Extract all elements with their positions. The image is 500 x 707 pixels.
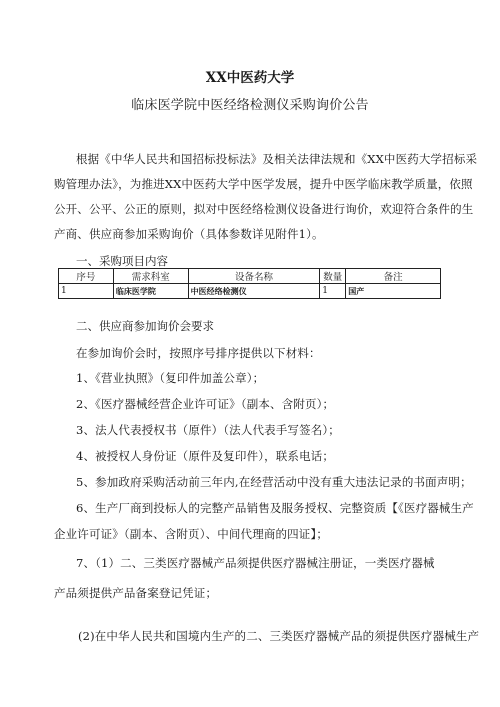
table-header: 备注 [346, 269, 441, 284]
section-2-intro: 在参加询价会时，按照序号排序提供以下材料： [76, 346, 321, 360]
procurement-table [58, 268, 441, 299]
document-subtitle: 临床医学院中医经络检测仪采购询价公告 [131, 98, 369, 113]
table-cell: 中医经络检测仪 [188, 284, 320, 299]
table-header: 数量 [320, 269, 346, 284]
table-header-row [59, 269, 441, 284]
table-header: 序号 [59, 269, 114, 284]
list-item: 7、（1）二、三类医疗器械产品须提供医疗器械注册证，一类医疗器械 [76, 556, 435, 570]
list-item: 2、《医疗器械经营企业许可证》（副本、含附页）； [76, 397, 335, 411]
table-cell: 1 [59, 284, 114, 299]
intro-line-2: 购管理办法》，为推进XX中医药大学中医学发展，提升中医学临床教学质量，依照 [54, 177, 473, 191]
list-item: 产品须提供产品备案登记凭证； [54, 586, 218, 600]
table-cell: 国产 [346, 284, 441, 299]
list-item: (2)在中华人民共和国境内生产的二、三类医疗器械产品的须提供医疗器械生产 [78, 629, 480, 643]
list-item: 6、生产厂商到投标人的完整产品销售及服务授权、完整资质【《医疗器械生产 [76, 501, 474, 515]
document-title: XX中医药大学 [205, 70, 295, 86]
section-2-heading: 二、供应商参加询价会要求 [76, 319, 214, 333]
table-row [59, 284, 441, 299]
list-item: 5、参加政府采购活动前三年内,在经营活动中没有重大违法记录的书面声明； [76, 475, 472, 489]
intro-line-3: 公开、公平、公正的原则，拟对中医经络检测仪设备进行询价，欢迎符合条件的生 [54, 202, 474, 216]
intro-line-4: 产商、供应商参加采购询价（具体参数详见附件1）。 [54, 227, 324, 241]
table-cell: 1 [320, 284, 346, 299]
list-item: 4、被授权人身份证（原件及复印件），联系电话； [76, 449, 335, 463]
list-item: 3、法人代表授权书（原件）（法人代表手写签名）； [76, 423, 340, 437]
table-header: 需求科室 [113, 269, 188, 284]
list-item: 1、《营业执照》（复印件加盖公章）； [76, 371, 265, 385]
table-header: 设备名称 [188, 269, 320, 284]
section-1-heading: 一、采购项目内容 [76, 254, 168, 268]
intro-line-1: 根据《中华人民共和国招标投标法》及相关法律法规和《XX中医药大学招标采 [76, 152, 478, 166]
table-cell: 临床医学院 [113, 284, 188, 299]
list-item: 企业许可证》（副本、含附页）、中间代理商的四证】； [54, 527, 328, 541]
